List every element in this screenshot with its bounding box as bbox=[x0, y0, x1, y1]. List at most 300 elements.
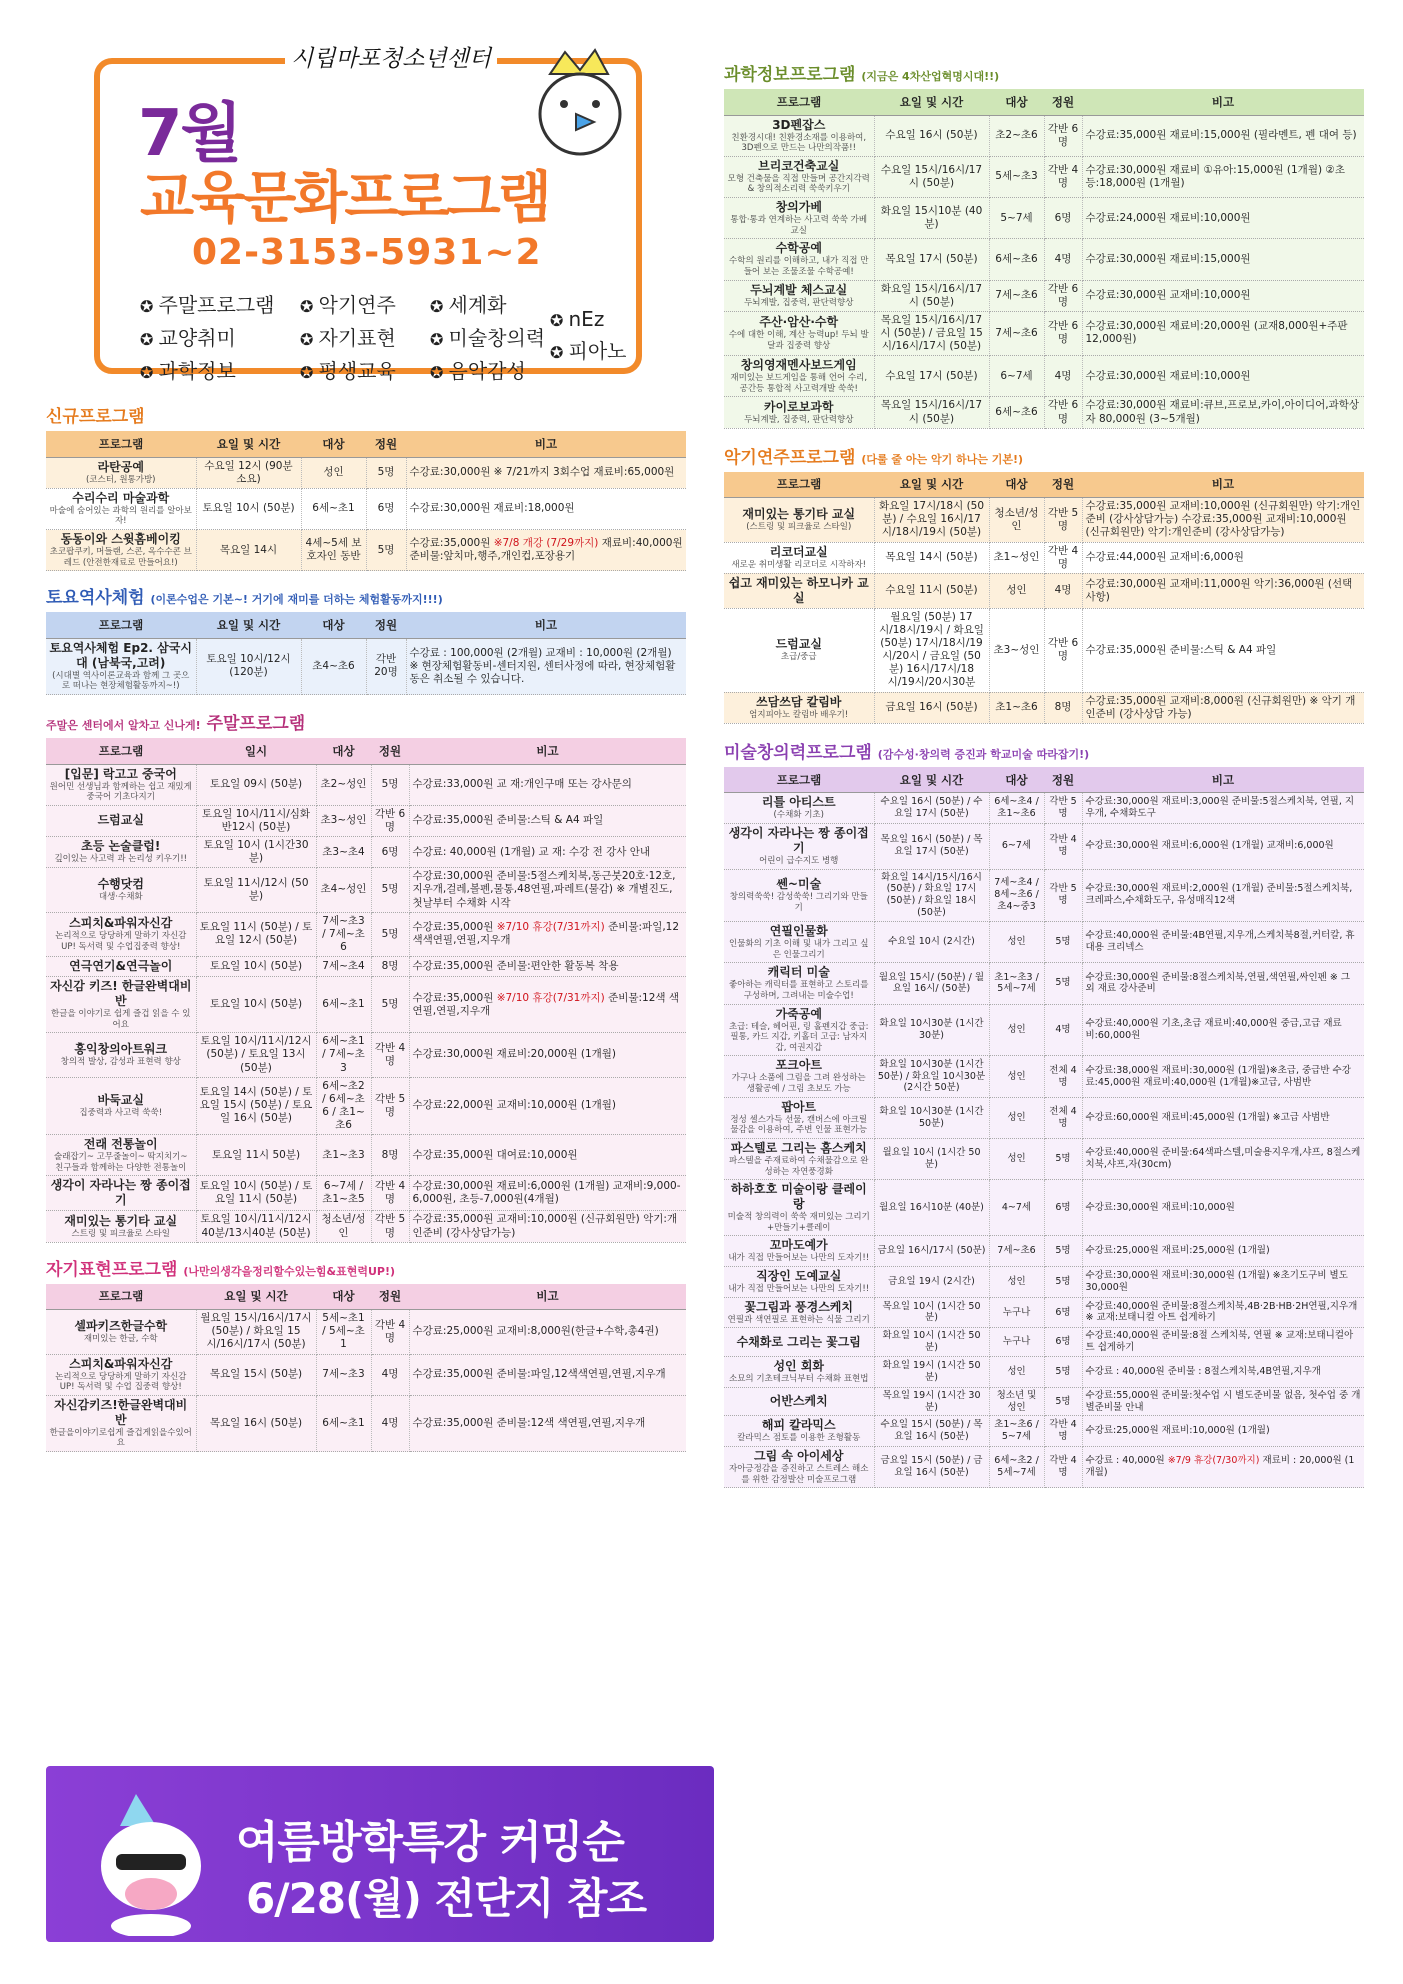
cell-note: 수강료 : 100,000원 (2개월) 교재비 : 10,000원 (2개월) ※ 현장체험활동비-센터지원, 센터사정에 따라, 현장체험활동은 취소될 수 있습니다. bbox=[406, 638, 686, 694]
program-name: 수행닷컴 bbox=[97, 877, 144, 892]
cell-note: 수강료:35,000원 교재비:8,000원 (신규회원만) ※ 악기 개인준비 (강사상담 가능) bbox=[1082, 692, 1364, 723]
program-description: 두뇌계발, 집중력, 판단력향상 bbox=[744, 297, 854, 308]
program-name: 생각이 자라나는 짱 종이접기 bbox=[50, 1178, 191, 1208]
program-description: 어린이 급수지도 병행 bbox=[759, 855, 839, 866]
program-cell bbox=[724, 963, 874, 1004]
cell-note: 수강료:35,000원 준비물:12색 색연필,연필,지우개 bbox=[409, 1395, 686, 1451]
cell-note: 수강료:30,000원 교재비:10,000원 bbox=[1082, 280, 1364, 311]
program-cell bbox=[46, 912, 196, 956]
program-name: 꽃그림과 풍경스케치 bbox=[744, 1299, 853, 1314]
column-header: 프로그램 bbox=[46, 612, 196, 638]
program-cell bbox=[724, 1267, 874, 1298]
cell-note: 수강료:30,000원 재료비:15,000원 bbox=[1082, 239, 1364, 280]
cell-note: 수강료:30,000원 재료비:2,000원 (1개월) 준비물:5절스케치북,크레파스,수채화도구, 유성매직12색 bbox=[1082, 869, 1364, 922]
program-description: 한글을이야기로쉽게 즐겁게읽을수있어요 bbox=[49, 1427, 192, 1449]
table-row bbox=[724, 397, 1364, 428]
cell-cap: 각반 4명 bbox=[1044, 156, 1082, 197]
table-row bbox=[724, 239, 1364, 280]
program-description: 집중력과 사고력 쑥쑥! bbox=[79, 1108, 163, 1119]
cell-time: 금요일 16시/17시 (50분) bbox=[874, 1236, 989, 1267]
cell-time: 화요일 10시 (1시간 50분) bbox=[874, 1328, 989, 1357]
cell-target: 성인 bbox=[989, 573, 1044, 608]
program-name: 연필인물화 bbox=[769, 924, 828, 938]
cell-target: 성인 bbox=[989, 1357, 1044, 1388]
table-header-row bbox=[46, 1284, 686, 1310]
table-row bbox=[46, 764, 686, 805]
table-row bbox=[724, 1138, 1364, 1179]
category-list-extra bbox=[550, 304, 626, 368]
program-name: 꼬마도예가 bbox=[769, 1238, 828, 1253]
cell-target: 5세~초3 bbox=[989, 156, 1044, 197]
table-row bbox=[46, 488, 686, 529]
program-description: 두뇌계발, 집중력, 판단력향상 bbox=[744, 414, 854, 425]
table-row bbox=[46, 805, 686, 836]
self-expression-title: 자기표현프로그램 (나만의생각을정리할수있는힘&표현력UP!) bbox=[46, 1259, 395, 1280]
program-name: 3D펜잡스 bbox=[772, 117, 826, 132]
cell-time: 월요일 10시 (1시간 50분) bbox=[874, 1138, 989, 1179]
table-row bbox=[724, 1180, 1364, 1236]
table-row bbox=[724, 542, 1364, 573]
cell-cap: 각반 5명 bbox=[1044, 498, 1082, 542]
table-row bbox=[724, 1267, 1364, 1298]
cell-cap: 6명 bbox=[1044, 1328, 1082, 1357]
program-description: 술래잡기~ 고무줄놀이~ 딱지치기~ 친구들과 함께하는 다양한 전통놀이 bbox=[53, 1152, 188, 1173]
table-row bbox=[724, 692, 1364, 723]
program-cell bbox=[724, 542, 874, 573]
cell-target: 초1~초6 bbox=[989, 692, 1044, 723]
cell-cap: 6명 bbox=[1044, 1297, 1082, 1328]
cell-cap: 각반 4명 bbox=[1044, 823, 1082, 869]
program-cell bbox=[46, 977, 196, 1033]
program-description: 초코팝쿠키, 머들랜, 스콘, 옥수수콘 브레드 (안전한재료로 만들어요!) bbox=[49, 547, 192, 568]
month-title: 7월 bbox=[138, 97, 241, 171]
cell-target: 초1~초3 bbox=[316, 1135, 371, 1176]
cell-target: 6~7세 bbox=[989, 823, 1044, 869]
program-cell bbox=[46, 638, 196, 694]
cell-time: 목요일 15시/16시/17시 (50분) / 금요일 15시/16시/17시 (50분) bbox=[874, 311, 989, 355]
program-description: 초급/중급 bbox=[780, 652, 817, 663]
cell-note: 수강료:25,000원 재료비:10,000원 (1개월) bbox=[1082, 1416, 1364, 1447]
cell-time: 목요일 16시 (50분) bbox=[196, 1395, 316, 1451]
table-row bbox=[724, 793, 1364, 824]
program-description: 내가 직접 만들어보는 나만의 도자기!! bbox=[728, 1284, 870, 1294]
column-header: 일시 bbox=[196, 738, 316, 764]
table-row bbox=[46, 868, 686, 912]
table-row bbox=[724, 1004, 1364, 1056]
program-name: 드럼교실 bbox=[97, 813, 144, 828]
cell-time: 토요일 10시/11시/심화반12시 (50분) bbox=[196, 805, 316, 836]
category-item: ✪ 미술창의력 bbox=[430, 322, 555, 351]
cell-cap: 5명 bbox=[371, 868, 409, 912]
cell-time: 월요일 15시/16시/17시 (50분) / 화요일 15시/16시/17시 (50분) bbox=[196, 1310, 316, 1354]
column-header: 비고 bbox=[406, 612, 686, 638]
program-name: 파스텔로 그리는 홈스케치 bbox=[730, 1140, 867, 1155]
cell-target: 초2~초6 bbox=[989, 115, 1044, 156]
table-row bbox=[46, 1395, 686, 1451]
program-cell bbox=[46, 1310, 196, 1354]
cell-time: 토요일 10시 (1시간30분) bbox=[196, 837, 316, 868]
cell-target: 7세~초6 bbox=[989, 1236, 1044, 1267]
cell-note: 수강료:40,000원 기초,초급 재료비:40,000원 중급,고급 재료비:60,000원 bbox=[1082, 1004, 1364, 1056]
table-row bbox=[724, 1357, 1364, 1388]
cell-cap: 5명 bbox=[1044, 1387, 1082, 1416]
column-header: 정원 bbox=[1044, 472, 1082, 498]
category-item: ✪ 과학정보 bbox=[140, 355, 300, 384]
table-row bbox=[46, 1310, 686, 1354]
cell-note: 수강료:40,000원 준비물:8절 스케치북, 연필 ※ 교재:보태니컬아트 쉽게하기 bbox=[1082, 1328, 1364, 1357]
art-title: 미술창의력프로그램 (감수성·창의력 증진과 학교미술 따라잡기!) bbox=[724, 742, 1090, 763]
cell-time: 수요일 17시 (50분) bbox=[874, 356, 989, 397]
banner-line1: 여름방학특강 커밍순 bbox=[236, 1817, 624, 1868]
cell-time: 수요일 15시 (50분) / 목요일 16시 (50분) bbox=[874, 1416, 989, 1447]
column-header: 프로그램 bbox=[724, 767, 874, 793]
cell-note: 수강료:30,000원 재료비:20,000원 (1개월) bbox=[409, 1033, 686, 1077]
table-row bbox=[724, 1297, 1364, 1328]
cell-note: 수강료:35,000원 ※7/8 개강 (7/29까지) 재료비:40,000원 준비물:앞치마,행주,개인컵,포장용기 bbox=[406, 530, 686, 571]
cell-note: 수강료:30,000원 재료비 ①유아:15,000원 (1개월) ②초등:18,000원 (1개월) bbox=[1082, 156, 1364, 197]
column-header: 대상 bbox=[301, 612, 366, 638]
category-item: ✪ 주말프로그램 bbox=[140, 289, 300, 318]
cell-note: 수강료:30,000원 재료비:6,000원 (1개월) 교재비:9,000-6,000원, 초등-7,000원(4개월) bbox=[409, 1176, 686, 1211]
column-header: 비고 bbox=[409, 1284, 686, 1310]
table-row bbox=[724, 1236, 1364, 1267]
cell-target: 청소년 및 성인 bbox=[989, 1387, 1044, 1416]
cell-time: 수요일 11시 (50분) bbox=[874, 573, 989, 608]
cell-cap: 5명 bbox=[371, 764, 409, 805]
table-row bbox=[724, 1387, 1364, 1416]
program-description: 논리적으로 당당하게 말하기 자신감UP! 독서력 및 수업 집중력 향상! bbox=[55, 1371, 187, 1393]
cell-cap: 4명 bbox=[371, 1395, 409, 1451]
cell-target: 성인 bbox=[989, 1138, 1044, 1179]
program-name: 스피치&파워자신감 bbox=[69, 916, 173, 931]
program-description: 창의적 발상, 감성과 표현력 향상 bbox=[60, 1057, 181, 1068]
cell-note: 수강료:35,000원 대여료:10,000원 bbox=[409, 1135, 686, 1176]
program-name: 자신감 키즈! 한글완벽대비반 bbox=[50, 979, 192, 1008]
cell-cap: 8명 bbox=[1044, 692, 1082, 723]
cell-time: 화요일 10시30분 (1시간 50분) / 화요일 10시30분 (2시간 50분) bbox=[874, 1056, 989, 1097]
music-title: 악기연주프로그램 (다룰 줄 아는 악기 하나는 기본!) bbox=[724, 447, 1024, 468]
column-header: 정원 bbox=[371, 1284, 409, 1310]
column-header: 요일 및 시간 bbox=[874, 89, 989, 115]
cell-time: 목요일 17시 (50분) bbox=[874, 239, 989, 280]
program-description: (코스터, 원통가방) bbox=[85, 474, 156, 485]
column-header: 요일 및 시간 bbox=[874, 472, 989, 498]
cell-cap: 5명 bbox=[1044, 922, 1082, 963]
column-header: 비고 bbox=[409, 738, 686, 764]
program-cell bbox=[46, 1077, 196, 1135]
banner-line2: 6/28(월) 전단지 참조 bbox=[246, 1874, 647, 1923]
program-cell bbox=[724, 1004, 874, 1056]
column-header: 프로그램 bbox=[724, 472, 874, 498]
cell-time: 목요일 14시 bbox=[196, 530, 301, 571]
category-item: ✪ 자기표현 bbox=[300, 322, 430, 351]
program-description: (수채화 기초) bbox=[773, 810, 824, 821]
cell-time: 화요일 10시30분 (1시간 50분) bbox=[874, 1097, 989, 1138]
cell-time: 월요일 (50분) 17시/18시/19시 / 화요일 (50분) 17시/18시/19시/20시 / 금요일 (50분) 16시/17시/18시/19시/20시30분 bbox=[874, 608, 989, 692]
program-cell bbox=[46, 837, 196, 868]
program-cell bbox=[46, 957, 196, 977]
cell-note: 수강료:25,000원 재료비:25,000원 (1개월) bbox=[1082, 1236, 1364, 1267]
cell-target: 6~7세 bbox=[989, 356, 1044, 397]
cell-note: 수강료:33,000원 교 재:개인구매 또는 강사문의 bbox=[409, 764, 686, 805]
cell-note: 수강료:55,000원 준비물:첫수업 시 별도준비물 없음, 첫수업 중 개별준비물 안내 bbox=[1082, 1387, 1364, 1416]
cell-cap: 전체 4명 bbox=[1044, 1097, 1082, 1138]
program-cell bbox=[724, 498, 874, 542]
cell-target: 4세~5세 보호자인 동반 bbox=[301, 530, 366, 571]
cell-time: 화요일 15시/16시/17시 (50분) bbox=[874, 280, 989, 311]
mascot-icon bbox=[520, 44, 640, 164]
program-name: 수학공예 bbox=[775, 241, 822, 256]
cell-time: 수요일 12시 (90분 소요) bbox=[196, 457, 301, 488]
cell-time: 토요일 14시 (50분) / 토요일 15시 (50분) / 토요일 16시 (50분) bbox=[196, 1077, 316, 1135]
column-header: 대상 bbox=[989, 767, 1044, 793]
cell-target: 5세~초1 / 5세~초1 bbox=[316, 1310, 371, 1354]
cell-cap: 각반 6명 bbox=[371, 805, 409, 836]
table-row bbox=[46, 530, 686, 571]
program-cell bbox=[46, 1354, 196, 1395]
program-cell bbox=[46, 1395, 196, 1451]
program-description: 창의력쑥쑥! 감성쑥쑥! 그리기와 만들기 bbox=[729, 892, 868, 913]
table-row bbox=[724, 280, 1364, 311]
cell-note: 수강료:35,000원 준비물:파일,12색색연필,연필,지우개 bbox=[409, 1354, 686, 1395]
cell-target: 7세~초4 bbox=[316, 957, 371, 977]
table-row bbox=[46, 957, 686, 977]
program-cell bbox=[724, 869, 874, 922]
program-cell bbox=[46, 868, 196, 912]
program-description: (스트링 및 피크율로 스타일) bbox=[746, 522, 852, 532]
cell-cap: 5명 bbox=[371, 977, 409, 1033]
cell-target: 성인 bbox=[989, 922, 1044, 963]
table-row bbox=[724, 963, 1364, 1004]
program-description: 대생·수채화 bbox=[98, 892, 143, 903]
program-description: 수에 대한 이해, 계산 능력up! 두뇌 발달과 집중력 향상 bbox=[728, 330, 869, 351]
cell-target: 7세~초3 bbox=[316, 1354, 371, 1395]
program-description: 재미있는 보드게임을 통해 언어 수리, 공간등 통합적 사고력개발 쑥쑥! bbox=[730, 373, 868, 394]
column-header: 정원 bbox=[1044, 767, 1082, 793]
program-description: 연필과 색연필로 표현하는 식물 그리기 bbox=[727, 1314, 870, 1325]
program-name: 동동이와 스윗홈베이킹 bbox=[60, 532, 181, 546]
program-cell bbox=[724, 1297, 874, 1328]
program-cell bbox=[724, 356, 874, 397]
program-cell bbox=[724, 1180, 874, 1236]
cell-cap: 5명 bbox=[1044, 1236, 1082, 1267]
table-row bbox=[46, 837, 686, 868]
program-cell bbox=[724, 198, 874, 239]
cell-time: 수요일 15시/16시/17시 (50분) bbox=[874, 156, 989, 197]
header-box bbox=[94, 46, 642, 383]
table-row bbox=[46, 1211, 686, 1242]
table-row bbox=[46, 912, 686, 956]
table-row bbox=[724, 1416, 1364, 1447]
table-row bbox=[46, 457, 686, 488]
program-name: 포크아트 bbox=[775, 1058, 822, 1073]
cell-cap: 각반 5명 bbox=[371, 1077, 409, 1135]
program-name: 쉽고 재미있는 하모니카 교실 bbox=[728, 575, 869, 605]
cell-cap: 5명 bbox=[1044, 963, 1082, 1004]
category-item: ✪ 악기연주 bbox=[300, 289, 430, 318]
cell-time: 토요일 10시 (50분) bbox=[196, 977, 316, 1033]
table-row bbox=[724, 823, 1364, 869]
program-name: 어반스케치 bbox=[769, 1394, 828, 1408]
cell-note: 수강료:30,000원 재료비:6,000원 (1개월) 교재비:6,000원 bbox=[1082, 823, 1364, 869]
program-name: 셀파키즈한글수학 bbox=[74, 1319, 168, 1333]
cell-target: 누구나 bbox=[989, 1297, 1044, 1328]
program-cell bbox=[46, 457, 196, 488]
cow-mascot-icon bbox=[76, 1786, 226, 1936]
cell-time: 금요일 19시 (2시간) bbox=[874, 1267, 989, 1298]
cell-cap: 5명 bbox=[371, 912, 409, 956]
cell-note: 수강료:35,000원 재료비:15,000원 (필라멘트, 펜 대여 등) bbox=[1082, 115, 1364, 156]
program-name: 재미있는 통기타 교실 bbox=[742, 507, 856, 521]
cell-note: 수강료:30,000원 재료비:30,000원 (1개월) ※초기도구비 별도 30,000원 bbox=[1082, 1267, 1364, 1298]
table-row bbox=[724, 922, 1364, 963]
cell-note: 수강료:22,000원 교재비:10,000원 (1개월) bbox=[409, 1077, 686, 1135]
science-table bbox=[724, 89, 1364, 429]
program-description: 초급: 테슬, 헤어핀, 링 홀펜지갑 중급: 필통, 카드 지갑, 키홀더 고급: 남자지갑, 여권지갑 bbox=[728, 1021, 869, 1053]
cell-note: 수강료:24,000원 재료비:10,000원 bbox=[1082, 198, 1364, 239]
cell-note: 수강료:35,000원 ※7/10 휴강(7/31까지) 준비물:12색 색연필,연필,지우개 bbox=[409, 977, 686, 1033]
cell-target: 초3~성인 bbox=[316, 805, 371, 836]
cell-cap: 전체 4명 bbox=[1044, 1056, 1082, 1097]
table-row bbox=[724, 156, 1364, 197]
program-name: 초등 논술클럽! bbox=[81, 839, 161, 854]
cell-target: 성인 bbox=[301, 457, 366, 488]
cell-cap: 각반 6명 bbox=[1044, 115, 1082, 156]
cell-target: 6~7세 / 초1~초5 bbox=[316, 1176, 371, 1211]
cell-cap: 각반 6명 bbox=[1044, 311, 1082, 355]
program-cell bbox=[724, 1328, 874, 1357]
cell-cap: 4명 bbox=[1044, 356, 1082, 397]
program-description: 가구나 소품에 그림을 그려 완성하는 생활공예 / 그림 초보도 가능 bbox=[731, 1073, 866, 1094]
cell-time: 화요일 15시10분 (40분) bbox=[874, 198, 989, 239]
column-header: 비고 bbox=[1082, 767, 1364, 793]
program-cell bbox=[724, 311, 874, 355]
cell-cap: 5명 bbox=[1044, 1357, 1082, 1388]
cell-target: 7세~초4 / 8세~초6 / 초4~중3 bbox=[989, 869, 1044, 922]
column-header: 요일 및 시간 bbox=[196, 612, 301, 638]
cell-cap: 5명 bbox=[366, 457, 406, 488]
program-cell bbox=[724, 1416, 874, 1447]
summer-banner bbox=[46, 1766, 714, 1942]
table-header-row bbox=[724, 89, 1364, 115]
cell-time: 토요일 10시 (50분) bbox=[196, 957, 316, 977]
program-name: 스피치&파워자신감 bbox=[69, 1356, 173, 1371]
column-header: 정원 bbox=[366, 431, 406, 457]
cell-target: 초3~초4 bbox=[316, 837, 371, 868]
cell-cap: 5명 bbox=[1044, 1267, 1082, 1298]
table-row bbox=[724, 1328, 1364, 1357]
program-cell bbox=[46, 1135, 196, 1176]
cell-time: 목요일 16시 (50분) / 목요일 17시 (50분) bbox=[874, 823, 989, 869]
cell-note: 수강료:30,000원 준비물:8절스케치북,연필,색연필,싸인펜 ※ 그 외 재료 강사준비 bbox=[1082, 963, 1364, 1004]
cell-time: 수요일 16시 (50분) bbox=[874, 115, 989, 156]
category-item: ✪ 교양취미 bbox=[140, 322, 300, 351]
program-description: (시대별 역사이론교육과 함께 그 곳으로 떠나는 현장체험활동까지~!) bbox=[52, 670, 190, 692]
table-header-row bbox=[724, 767, 1364, 793]
cell-time: 화요일 14시/15시/16시 (50분) / 화요일 17시 (50분) / 화요일 18시 (50분) bbox=[874, 869, 989, 922]
cell-time: 화요일 19시 (1시간 50분) bbox=[874, 1357, 989, 1388]
program-cell bbox=[46, 488, 196, 529]
table-row bbox=[46, 1077, 686, 1135]
table-row bbox=[724, 608, 1364, 692]
cell-cap: 6명 bbox=[1044, 198, 1082, 239]
music-table bbox=[724, 472, 1364, 724]
science-title: 과학정보프로그램 (지금은 4차산업혁명시대!!) bbox=[724, 65, 1000, 85]
cell-time: 화요일 17시/18시 (50분) / 수요일 16시/17시/18시/19시 (50분) bbox=[874, 498, 989, 542]
cell-cap: 6명 bbox=[1044, 1180, 1082, 1236]
cell-cap: 각반 5명 bbox=[371, 1211, 409, 1242]
cell-cap: 8명 bbox=[371, 957, 409, 977]
cell-time: 토요일 09시 (50분) bbox=[196, 764, 316, 805]
cell-note: 수강료:35,000원 ※7/10 휴강(7/31까지) 준비물:파일,12색색연필,연필,지우개 bbox=[409, 912, 686, 956]
program-description: 친환경시대! 친환경소재를 이용하여, 3D펜으로 만드는 나만의작품!! bbox=[731, 132, 867, 154]
cell-note: 수강료:30,000원 교재비:11,000원 악기:36,000원 (선택사항) bbox=[1082, 573, 1364, 608]
program-description: 새로운 취미생활 리코더로 시작하자! bbox=[731, 559, 867, 570]
program-name: 쎈~미술 bbox=[776, 877, 822, 892]
table-row bbox=[724, 115, 1364, 156]
cell-cap: 각반 4명 bbox=[371, 1033, 409, 1077]
cell-target: 6세~초1 / 7세~초3 bbox=[316, 1033, 371, 1077]
cell-note: 수강료:35,000원 교재비:10,000원 (신규회원만) 악기:개인준비 (강사상담가능) 수강료:35,000원 교재비:10,000원 (신규회원만) 악기:개인준비 (강사상담가능) bbox=[1082, 498, 1364, 542]
cell-time: 목요일 15시/16시/17시 (50분) bbox=[874, 397, 989, 428]
program-cell bbox=[724, 573, 874, 608]
cell-note: 수강료:38,000원 재료비:30,000원 (1개월)※초급, 중급반 수강료:45,000원 재료비:40,000원 (1개월)※고급, 사범반 bbox=[1082, 1056, 1364, 1097]
table-row bbox=[724, 1447, 1364, 1488]
program-name: 두뇌계발 체스교실 bbox=[750, 282, 848, 297]
program-name: 전래 전통놀이 bbox=[83, 1137, 158, 1152]
table-header-row bbox=[46, 738, 686, 764]
table-header-row bbox=[46, 431, 686, 457]
program-description: 소묘의 기초테크닉부터 수채화 표현법 bbox=[729, 1374, 869, 1384]
new-programs-title: 신규프로그램 bbox=[46, 407, 145, 427]
cell-note: 수강료:30,000원 재료비:10,000원 bbox=[1082, 1180, 1364, 1236]
column-header: 프로그램 bbox=[46, 738, 196, 764]
program-description: 내가 직접 만들어보는 나만의 도자기!! bbox=[728, 1253, 870, 1264]
cell-note: 수강료 : 40,000원 준비물 : 8절스케치북,4B연필,지우개 bbox=[1082, 1357, 1364, 1388]
cell-cap: 각반 5명 bbox=[1044, 869, 1082, 922]
program-name: 드럼교실 bbox=[775, 637, 822, 652]
program-cell bbox=[724, 1387, 874, 1416]
program-name: 성인 회화 bbox=[773, 1359, 825, 1373]
table-row bbox=[724, 573, 1364, 608]
program-description: 수학의 원리를 이해하고, 내가 직접 만들어 보는 조물조물 수학공예! bbox=[729, 256, 869, 277]
cell-cap: 4명 bbox=[371, 1354, 409, 1395]
table-row bbox=[46, 1135, 686, 1176]
program-cell bbox=[724, 608, 874, 692]
table-row bbox=[724, 498, 1364, 542]
table-row bbox=[724, 1097, 1364, 1138]
program-name: 재미있는 통기타 교실 bbox=[64, 1213, 178, 1228]
program-name: 해피 칼라믹스 bbox=[761, 1418, 836, 1433]
program-name: 직장인 도예교실 bbox=[756, 1269, 842, 1283]
cell-time: 수요일 10시 (2시간) bbox=[874, 922, 989, 963]
cell-cap: 각반 4명 bbox=[1044, 1447, 1082, 1488]
cell-note: 수강료:30,000원 재료비:3,000원 준비물:5절스케치북, 연필, 지우개, 수채화도구 bbox=[1082, 793, 1364, 824]
table-row bbox=[724, 198, 1364, 239]
program-description: 정성 셀스가득 선물, 캔버스에 아크릴물감을 이용하여, 주변 인물 표현가능 bbox=[730, 1114, 868, 1136]
program-cell bbox=[46, 764, 196, 805]
program-name: 주산·암산·수학 bbox=[759, 315, 839, 330]
category-item: ✪ 평생교육 bbox=[300, 355, 430, 384]
table-row bbox=[46, 638, 686, 694]
program-name: 수리수리 마술과학 bbox=[72, 490, 170, 505]
cell-target: 7세~초6 bbox=[989, 280, 1044, 311]
table-row bbox=[724, 1056, 1364, 1097]
cell-time: 목요일 15시 (50분) bbox=[196, 1354, 316, 1395]
cell-note: 수강료:30,000원 재료비:10,000원 bbox=[1082, 356, 1364, 397]
cell-cap: 각반 6명 bbox=[1044, 608, 1082, 692]
cell-note: 수강료:60,000원 재료비:45,000원 (1개월) ※고급 사범반 bbox=[1082, 1097, 1364, 1138]
